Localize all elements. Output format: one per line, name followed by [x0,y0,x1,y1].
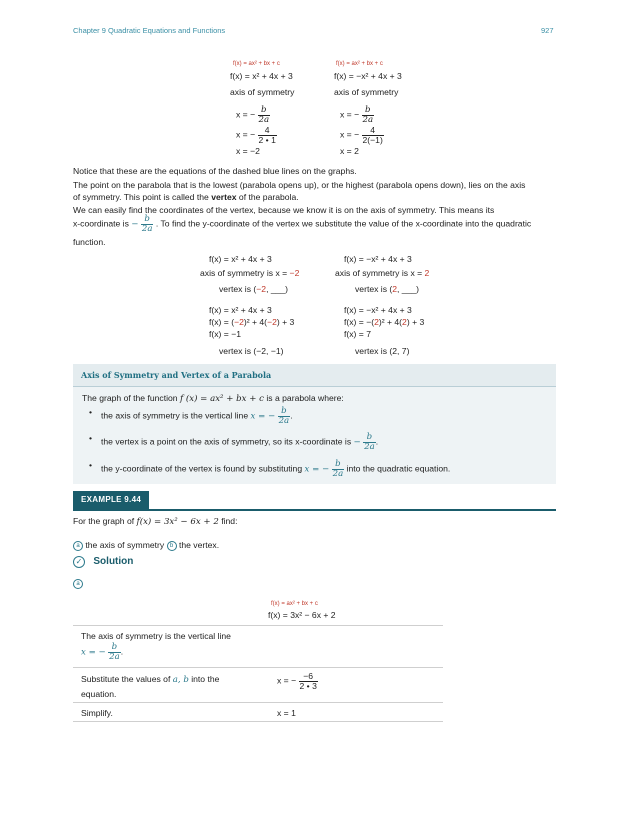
paragraph-coords-1: We can easily find the coordinates of the vertex, because we know it is on the axis of symmetry. This means its [73,205,495,215]
calc-line-3: f(x) = 7 [344,329,371,339]
part-b-text: the vertex. [178,540,220,550]
solution-label: Solution [93,556,134,567]
table-row-3-desc: Simplify. [81,708,113,718]
vertex-partial: vertex is (2, ___) [355,284,420,294]
part-b-marker: b [167,541,177,551]
function-line: f(x) = x² + 4x + 3 [209,254,272,264]
part-a-marker: a [73,541,83,551]
calc-line-1: f(x) = x² + 4x + 3 [209,305,272,315]
key-concept-bullet-vertex: • the vertex is a point on the axis of symmetry, so its x-coordinate is − $\frac{b}{2a}$ . [101,433,378,451]
template-label: f(x) = ax² + bx + c [271,601,318,607]
axis-statement: axis of symmetry is x = −2 [200,268,300,278]
paragraph-coords-3: function. [73,237,106,247]
axis-formula: x = − $\frac{b}{2a}$ [340,105,374,125]
paragraph-vertex-def-2: of symmetry. This point is called the vertex of the parabola. [73,192,299,202]
function-line: f(x) = −x² + 4x + 3 [344,254,412,264]
table-divider [73,625,443,626]
example-header-bar [73,491,556,511]
key-concept-title-bar [73,364,556,387]
vertex-final: vertex is (2, 7) [355,346,410,356]
axis-substitution: x = − $\frac{4}{2 • 1}$ [236,125,276,145]
checkmark-icon: ✓ [73,556,85,568]
paragraph-coords-2: x-coordinate is − $\frac{b}{2a}$ . To find the y-coordinate of the vertex we substitute the value of the x-coordinate into the quadratic [73,214,532,234]
axis-substitution: x = − $\frac{4}{2(-1)}$ [340,125,383,145]
page-number: 927 [541,26,554,35]
function-line: f(x) = −x² + 4x + 3 [334,71,402,81]
example-label: EXAMPLE 9.44 [73,491,149,509]
table-divider [73,721,443,722]
table-row-2-work: x = − $\frac{-6}{2 • 3}$ [277,671,317,691]
axis-label: axis of symmetry [230,87,295,97]
vertex-final: vertex is (−2, −1) [219,346,284,356]
table-row-3-work: x = 1 [277,708,296,718]
part-a-text: the axis of symmetry [85,540,165,550]
example-prompt: For the graph of f(x) = 3x² − 6x + 2 find: [73,516,238,527]
axis-formula: x = − $\frac{b}{2a}$ [236,105,270,125]
axis-result: x = 2 [340,146,359,156]
axis-label: axis of symmetry [334,87,399,97]
calc-line-1: f(x) = −x² + 4x + 3 [344,305,412,315]
axis-result: x = −2 [236,146,260,156]
template-label: f(x) = ax² + bx + c [233,61,280,67]
axis-statement: axis of symmetry is x = 2 [335,268,430,278]
key-concept-title: Axis of Symmetry and Vertex of a Parabola [81,370,272,380]
solution-part-a-marker: a [73,578,83,589]
paragraph-vertex-def-1: The point on the parabola that is the lowest (parabola opens up), or the highest (parabola opens down), lies on the axis [73,180,526,190]
table-divider [73,667,443,668]
table-divider [73,702,443,703]
table-row-1-desc: The axis of symmetry is the vertical line x = − $\frac{b}{2a}$ . [81,631,231,662]
key-concept-box [73,364,556,484]
key-concept-bullet-axis: • the axis of symmetry is the vertical line x = − $\frac{b}{2a}$ . [101,407,293,425]
calc-line-2: f(x) = (−2)² + 4(−2) + 3 [209,317,295,327]
calc-line-3: f(x) = −1 [209,329,241,339]
template-label: f(x) = ax² + bx + c [336,61,383,67]
table-row-2-desc: Substitute the values of a, b into the equation. [81,674,220,699]
example-function: f(x) = 3x² − 6x + 2 [268,610,336,620]
example-parts [73,540,219,551]
function-line: f(x) = x² + 4x + 3 [230,71,293,81]
vertex-partial: vertex is (−2, ___) [219,284,289,294]
solution-heading[interactable] [73,556,133,568]
chapter-header: Chapter 9 Quadratic Equations and Functions [73,26,226,35]
key-concept-intro: The graph of the function f (x) = ax² + bx + c is a parabola where: [82,393,344,404]
paragraph-notice: Notice that these are the equations of the dashed blue lines on the graphs. [73,166,357,176]
calc-line-2: f(x) = −(2)² + 4(2) + 3 [344,317,425,327]
key-concept-bullet-ycoord: • the y-coordinate of the vertex is found by substituting x = − $\frac{b}{2a}$ into the quadratic equation. [101,460,450,478]
